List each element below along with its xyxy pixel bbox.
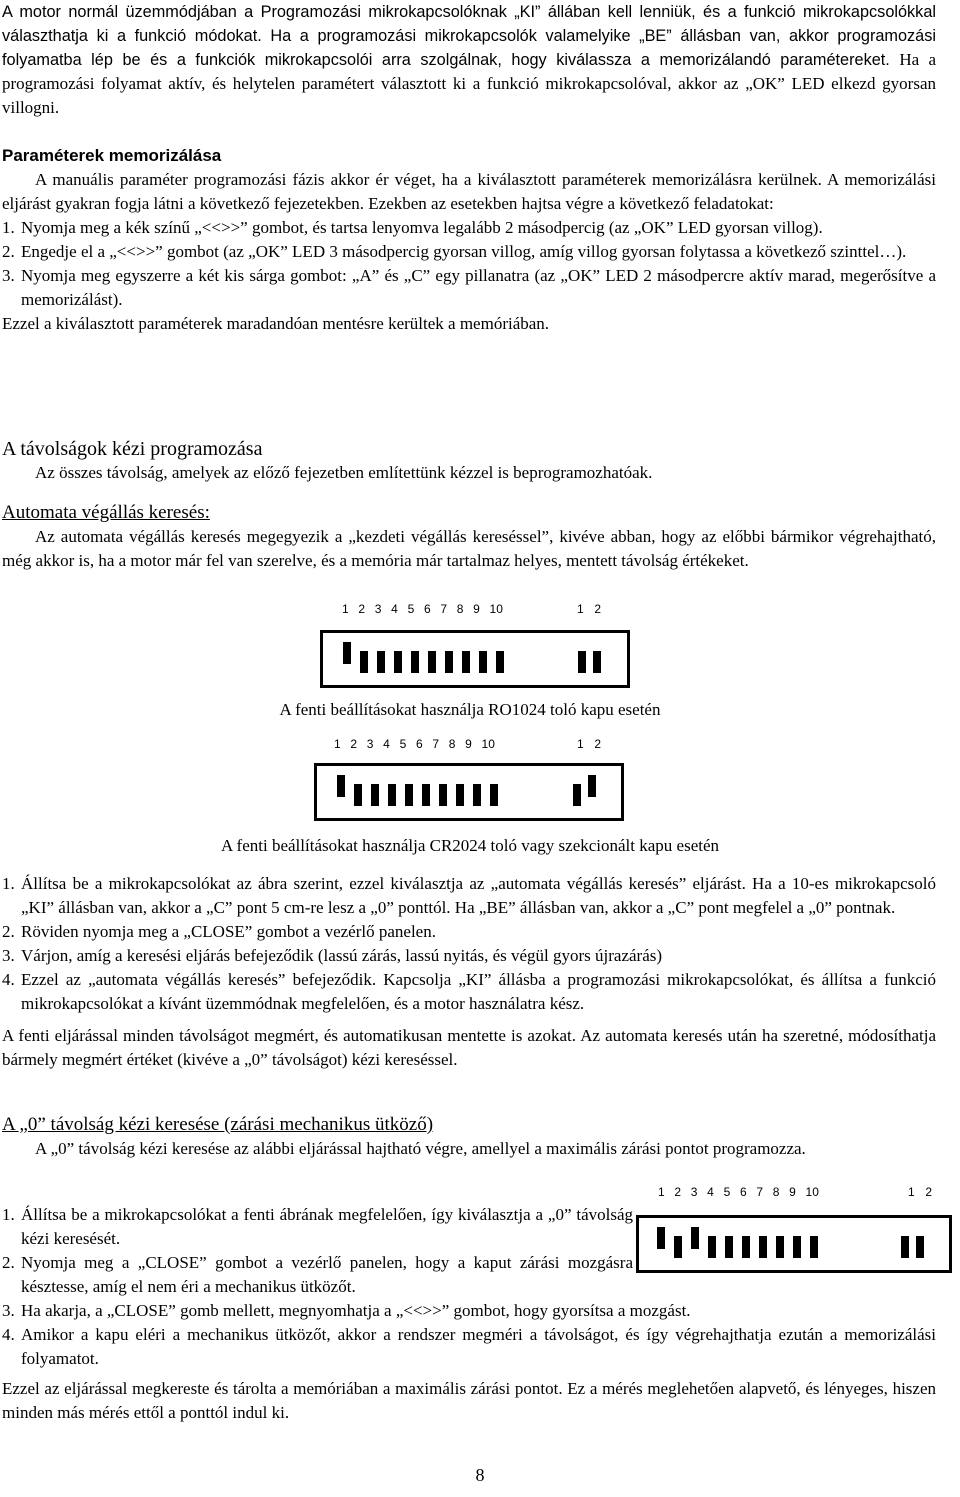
dip-label: 7 [432, 737, 440, 751]
step-text: Ezzel az „automata végállás keresés” befejeződik. Kapcsolja „KI” állásba a programozási mikrokapcsolókat, és állítsa a funkció mikrokapcsolókat a kívánt üzemmódnak megfelelően, és a motor használatra kész. [21, 970, 936, 1013]
dip-main-labels [342, 602, 503, 616]
dip-switch-off [456, 784, 464, 806]
zero-search-closing: Ezzel az eljárással megkereste és tárolta a memóriában a maximális zárási pontot. Ez a mérés meglehetően alapvető, és lényeges, hiszen minden más mérés ettől a ponttól indul ki. [2, 1379, 936, 1422]
dip-switch-off [394, 651, 402, 673]
dip-label: 1 [577, 737, 584, 751]
dip-label: 10 [481, 737, 495, 751]
dip-switch-off [578, 651, 586, 673]
page-number: 8 [475, 1465, 485, 1485]
dip-func-labels [577, 737, 601, 751]
auto-search-steps-section [2, 872, 936, 1072]
zero-search-section [2, 1113, 936, 1161]
dip-main-labels [658, 1185, 819, 1199]
dip-switch-on [337, 775, 345, 797]
dip-label: 4 [707, 1185, 714, 1199]
dip-switch-off [439, 784, 447, 806]
dip-label: 10 [489, 602, 503, 616]
step-text: Nyomja meg a kék színű „<<>>” gombot, és tartsa lenyomva legalább 2 másodpercig (az „OK” LED gyorsan villog). [21, 218, 823, 237]
dip-func-labels [908, 1185, 932, 1199]
dip-label: 9 [789, 1185, 796, 1199]
step-number: 2. [2, 922, 15, 941]
step-text: Állítsa be a mikrokapcsolókat a fenti ábrának megfelelően, így kiválasztja a „0” távolság kézi keresését. [21, 1205, 633, 1248]
dip-label: 5 [399, 737, 407, 751]
auto-search-text: Az automata végállás keresés megegyezik a „kezdeti végállás kereséssel”, kivéve abban, hogy az előbbi bármikor végrehajtható, még akkor is, ha a motor már fel van szerelve, és a memória már tartalmaz helyes, mentett távolság értékeket. [2, 527, 936, 570]
manual-distances-text: Az összes távolság, amelyek az előző fejezetben említettünk kézzel is beprogramozhatóak. [35, 463, 653, 482]
dip-switch-on [343, 642, 351, 664]
dip-func-labels [577, 602, 601, 616]
dip-switch-off [479, 651, 487, 673]
memorize-text: A manuális paraméter programozási fázis akkor ér véget, ha a kiválasztott paraméterek memorizálásra kerülnek. A memorizálási eljárást gyakran fogja látni a következő fejezetekben. Ezekben az esetekben hajtsa végre a következő feladatokat: [2, 170, 936, 213]
dip-main-labels [334, 737, 495, 751]
dip-label: 8 [448, 737, 456, 751]
dip-switch-off [496, 651, 504, 673]
dip-label: 10 [805, 1185, 819, 1199]
step-text: Nyomja meg egyszerre a két kis sárga gombot: „A” és „C” egy pillanatra (az „OK” LED 2 másodpercre aktív marad, megerősítve a memorizálást). [21, 266, 936, 309]
dip-label: 2 [594, 602, 601, 616]
dip-switch-figure-1 [314, 600, 636, 690]
list-item [2, 1203, 633, 1251]
dip-label: 7 [440, 602, 448, 616]
dip-label: 1 [908, 1185, 915, 1199]
step-text: Röviden nyomja meg a „CLOSE” gombot a vezérlő panelen. [21, 922, 436, 941]
intro-paragraph [2, 0, 936, 120]
dip-label: 6 [739, 1185, 747, 1199]
list-item [2, 920, 936, 944]
auto-search-closing: A fenti eljárással minden távolságot megmért, és automatikusan mentette is azokat. Az automata keresés után ha szeretné, módosíthatja bármely megmért értéket (kivéve a „0” távolságot) kézi kereséssel. [2, 1026, 936, 1069]
memorize-closing: Ezzel a kiválasztott paraméterek maradandóan mentésre kerültek a memóriában. [2, 314, 550, 333]
intro-section [2, 0, 936, 120]
step-number: 2. [2, 1253, 15, 1272]
step-number: 3. [2, 1301, 15, 1320]
dip-label: 2 [350, 737, 358, 751]
figure-caption-1: A fenti beállításokat használja RO1024 toló kapu esetén [279, 700, 661, 719]
list-item [2, 968, 936, 1016]
dip-label: 1 [334, 737, 341, 751]
dip-switch-off [360, 651, 368, 673]
dip-switch-off [388, 784, 396, 806]
memorize-steps [2, 216, 936, 312]
dip-label: 3 [366, 737, 374, 751]
auto-search-heading: Automata végállás keresés: [2, 502, 210, 523]
step-number: 1. [2, 874, 15, 893]
manual-distances-section [2, 437, 936, 485]
dip-switch-on [588, 775, 596, 797]
dip-switch-figure-2 [314, 735, 636, 825]
auto-search-steps [2, 872, 936, 1016]
dip-label: 7 [756, 1185, 764, 1199]
step-text: Amikor a kapu eléri a mechanikus ütközőt, akkor a rendszer megméri a távolságot, és így végrehajthatja ezután a memorizálási folyamatot. [21, 1325, 936, 1368]
dip-label: 8 [456, 602, 464, 616]
step-number: 4. [2, 1325, 15, 1344]
manual-distances-heading: A távolságok kézi programozása [2, 438, 263, 460]
dip-switch-block [314, 763, 624, 821]
list-item [2, 1251, 633, 1299]
step-number: 2. [2, 242, 15, 261]
dip-switch-off [593, 651, 601, 673]
dip-label: 2 [925, 1185, 932, 1199]
list-item [2, 1323, 936, 1371]
dip-label: 3 [374, 602, 382, 616]
step-text: Várjon, amíg a keresési eljárás befejeződik (lassú zárás, lassú nyitás, és végül gyors újrazárás) [21, 946, 663, 965]
dip-switch-off [371, 784, 379, 806]
dip-switch-off [411, 651, 419, 673]
dip-label: 2 [674, 1185, 682, 1199]
zero-search-steps [2, 1203, 936, 1371]
list-item [2, 1299, 936, 1323]
intro-sentence-1: A motor normál üzemmódjában a Programozási mikrokapcsolóknak „KI” állában kell lenniük, és a funkció mikrokapcsolókkal választhatja ki a funkció módokat. Ha a programozási mikrokapcsolók valamelyike „BE” állásban van, akkor programozási folyamatba lép be és a funkciók mikrokapcsolói arra szolgálnak, hogy kiválassza a memorizálandó paramétereket. [2, 3, 936, 69]
list-item [2, 240, 936, 264]
dip-label: 8 [772, 1185, 780, 1199]
list-item [2, 264, 936, 312]
step-number: 4. [2, 970, 15, 989]
dip-label: 6 [415, 737, 423, 751]
step-text: Állítsa be a mikrokapcsolókat az ábra szerint, ezzel kiválasztja az „automata végállás keresés” eljárást. Ha a 10-es mikrokapcsoló „KI” állásban van, akkor a „C” pont 5 cm-re lesz a „0” ponttól. Ha „BE” állásban van, akkor a „C” pont megfelel a „0” pontnak. [21, 874, 936, 917]
figure-caption-2: A fenti beállításokat használja CR2024 toló vagy szekcionált kapu esetén [220, 836, 720, 855]
dip-label: 5 [407, 602, 415, 616]
dip-switch-off [422, 784, 430, 806]
dip-switch-off [377, 651, 385, 673]
zero-search-heading: A „0” távolság kézi keresése (zárási mechanikus ütköző) [2, 1114, 434, 1135]
list-item [2, 872, 936, 920]
list-item [2, 216, 936, 240]
dip-switch-off [490, 784, 498, 806]
dip-switch-off [354, 784, 362, 806]
dip-switch-off [428, 651, 436, 673]
dip-label: 2 [594, 737, 601, 751]
dip-label: 1 [658, 1185, 665, 1199]
step-number: 1. [2, 218, 15, 237]
dip-label: 5 [723, 1185, 731, 1199]
zero-search-text: A „0” távolság kézi keresése az alábbi eljárással hajtható végre, amellyel a maximális zárási pontot programozza. [35, 1139, 806, 1158]
memorize-section [2, 144, 936, 336]
auto-search-section [2, 501, 936, 573]
dip-label: 9 [473, 602, 480, 616]
intro-sentence-2: Ha a programozási folyamat aktív, és helytelen paramétert választott ki a funkció mikrokapcsolóval, akkor az „OK” LED elkezd gyorsan villogni. [2, 50, 936, 117]
dip-label: 1 [577, 602, 584, 616]
dip-switch-off [405, 784, 413, 806]
memorize-heading: Paraméterek memorizálása [2, 146, 222, 165]
dip-switch-off [473, 784, 481, 806]
step-number: 3. [2, 266, 15, 285]
step-text: Nyomja meg a „CLOSE” gombot a vezérlő panelen, hogy a kaput zárási mozgásra késztesse, amíg el nem éri a mechanikus ütközőt. [21, 1253, 633, 1296]
dip-label: 4 [391, 602, 398, 616]
dip-switch-off [445, 651, 453, 673]
dip-switch-off [573, 784, 581, 806]
zero-search-steps-section [2, 1203, 936, 1425]
step-text: Engedje el a „<<>>” gombot (az „OK” LED 3 másodpercig gyorsan villog, amíg villog gyorsan folytassa a következő szinttel…). [21, 242, 907, 261]
list-item [2, 944, 936, 968]
dip-label: 2 [358, 602, 366, 616]
dip-switch-block [320, 630, 630, 688]
step-text: Ha akarja, a „CLOSE” gomb mellett, megnyomhatja a „<<>>” gombot, hogy gyorsítsa a mozgást. [21, 1301, 691, 1320]
dip-label: 3 [690, 1185, 698, 1199]
dip-label: 4 [383, 737, 390, 751]
step-number: 1. [2, 1205, 15, 1224]
dip-label: 6 [423, 602, 431, 616]
dip-label: 9 [465, 737, 472, 751]
dip-label: 1 [342, 602, 349, 616]
dip-switch-off [462, 651, 470, 673]
step-number: 3. [2, 946, 15, 965]
